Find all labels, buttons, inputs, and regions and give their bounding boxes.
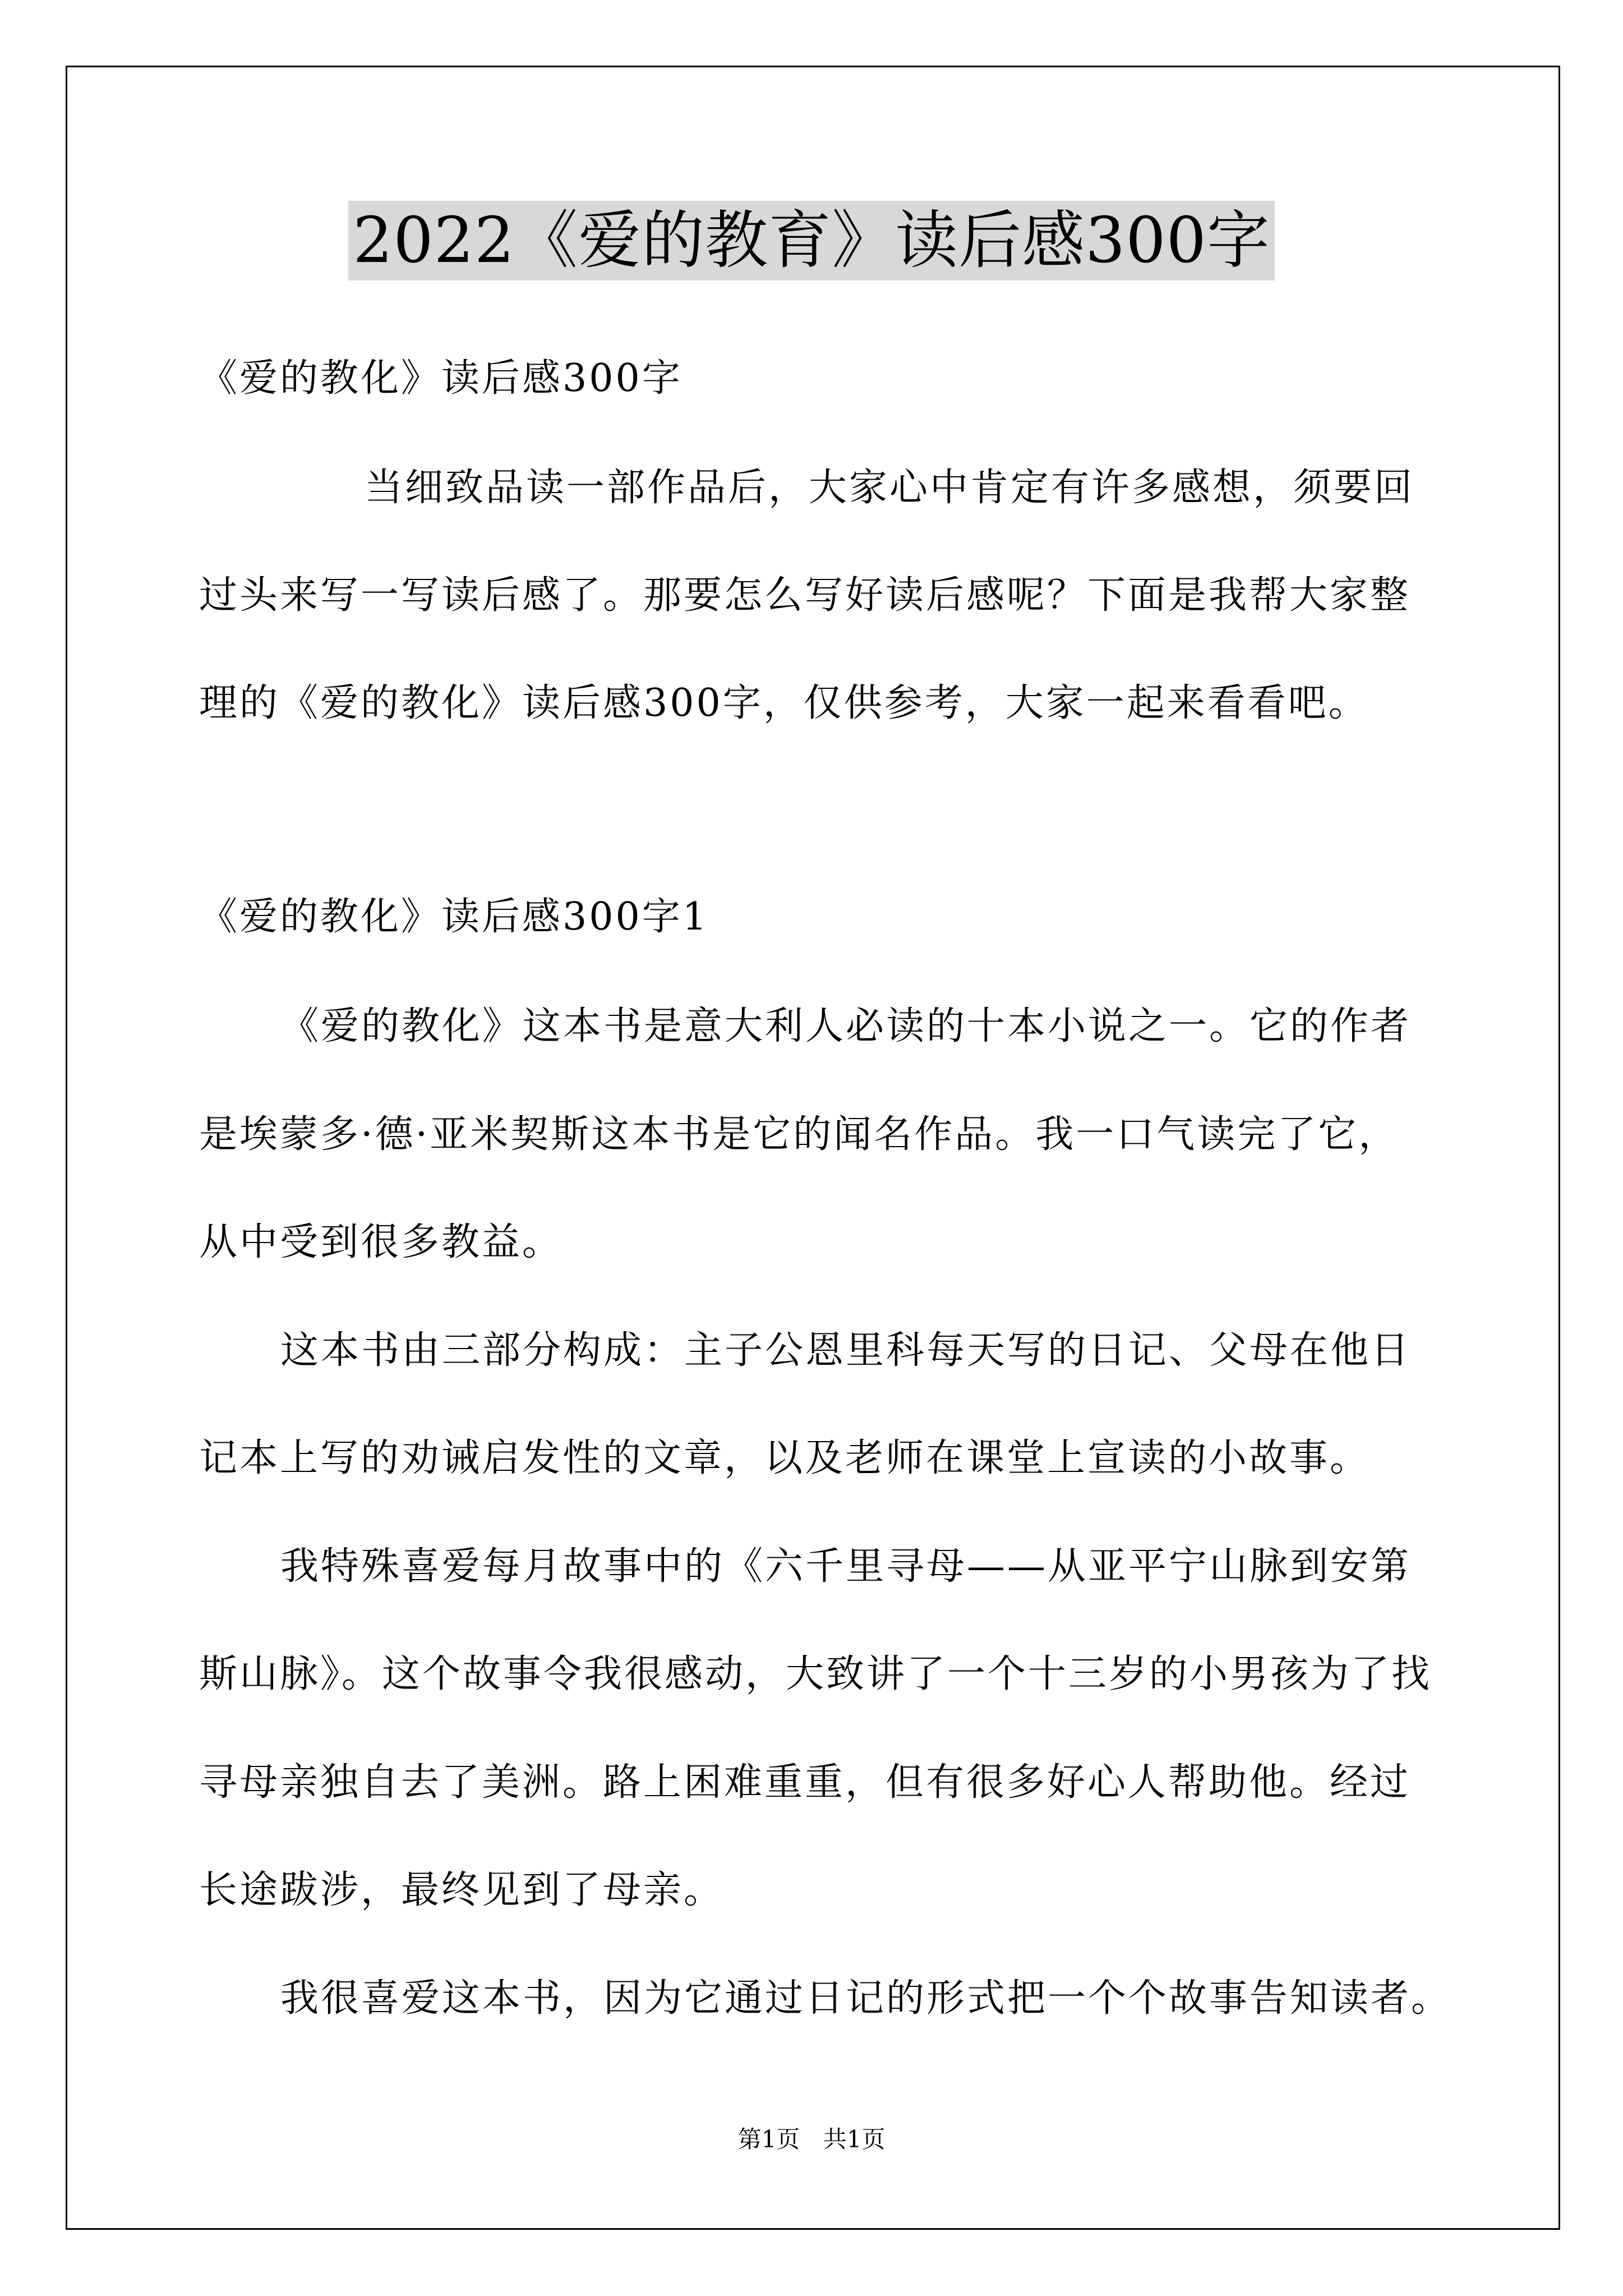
page-total: 共1页	[823, 2125, 886, 2153]
body-line: 寻母亲独自去了美洲。路上困难重重，但有很多好心人帮助他。经过	[199, 1760, 1411, 1805]
body-line: 这本书由三部分构成：主子公恩里科每天写的日记、父母在他日	[280, 1328, 1412, 1373]
body-line: 《爱的教化》这本书是意大利人必读的十本小说之一。它的作者	[280, 1004, 1412, 1048]
body-line: 是埃蒙多·德·亚米契斯这本书是它的闻名作品。我一口气读完了它，	[199, 1112, 1399, 1157]
intro-line: 理的《爱的教化》读后感300字，仅供参考，大家一起来看看吧。	[199, 681, 1369, 725]
document-title: 2022《爱的教育》读后感300字	[348, 201, 1275, 280]
intro-line: 过头来写一写读后感了。那要怎么写好读后感呢？下面是我帮大家整	[199, 573, 1411, 618]
body-line: 记本上写的劝诫启发性的文章，以及老师在课堂上宣读的小故事。	[199, 1436, 1371, 1480]
body-line: 我很喜爱这本书，因为它通过日记的形式把一个个故事告知读者。	[280, 1976, 1452, 2021]
page-number: 第1页	[737, 2125, 800, 2153]
body-line: 长途跋涉，最终见到了母亲。	[199, 1868, 725, 1912]
body-line: 斯山脉》。这个故事令我很感动，大致讲了一个十三岁的小男孩为了找	[199, 1652, 1432, 1696]
subtitle: 《爱的教化》读后感300字	[199, 356, 683, 401]
page-footer	[0, 2123, 1623, 2156]
title-container	[0, 201, 1623, 280]
body-line: 我特殊喜爱每月故事中的《六千里寻母——从亚平宁山脉到安第	[280, 1544, 1412, 1589]
section-heading: 《爱的教化》读后感300字1	[199, 895, 709, 939]
body-line: 从中受到很多教益。	[199, 1220, 563, 1264]
intro-line: 当细致品读一部作品后，大家心中肯定有许多感想，须要回	[365, 466, 1415, 510]
